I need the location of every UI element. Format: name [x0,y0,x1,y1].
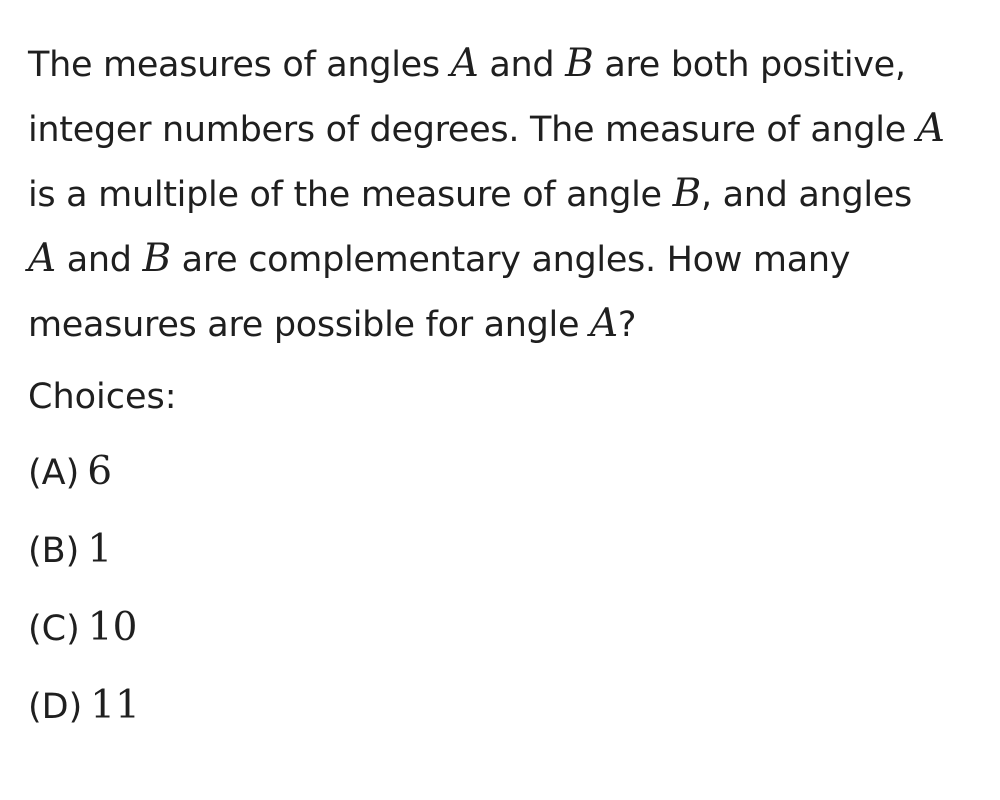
question-segment: are complementary angles. How many measures are possible for angle [28,240,851,345]
choice-letter: (C) [28,609,80,649]
question-segment: and [55,240,143,280]
math-variable: A [590,301,618,346]
math-variable: A [28,236,56,281]
question-text [28,32,978,357]
choice-value: 1 [87,527,113,572]
math-variable: A [916,106,945,151]
choice-value: 11 [90,683,140,728]
math-variable: B [142,236,171,281]
question-segment: , and angles [700,175,912,215]
choice-b[interactable] [28,528,978,573]
math-variable: B [672,171,701,216]
question-segment: are both positive, integer numbers of degrees. The measure of angle [28,45,917,150]
choice-value: 6 [87,449,113,494]
choice-letter: (A) [28,453,80,493]
choice-c[interactable] [28,606,978,651]
math-variable: B [565,41,594,86]
question-segment: The measures of angles [28,45,451,85]
choice-d[interactable] [28,684,978,729]
choice-letter: (B) [28,531,80,571]
question-segment: ? [617,305,637,345]
question-segment: and [478,45,566,85]
choice-value: 10 [87,605,138,650]
choices-label: Choices: [28,377,177,417]
question-segment: is a multiple of the measure of angle [28,175,673,215]
choice-a[interactable] [28,450,978,495]
math-variable: A [450,41,479,86]
choice-letter: (D) [28,687,83,727]
problem-container [28,32,978,729]
